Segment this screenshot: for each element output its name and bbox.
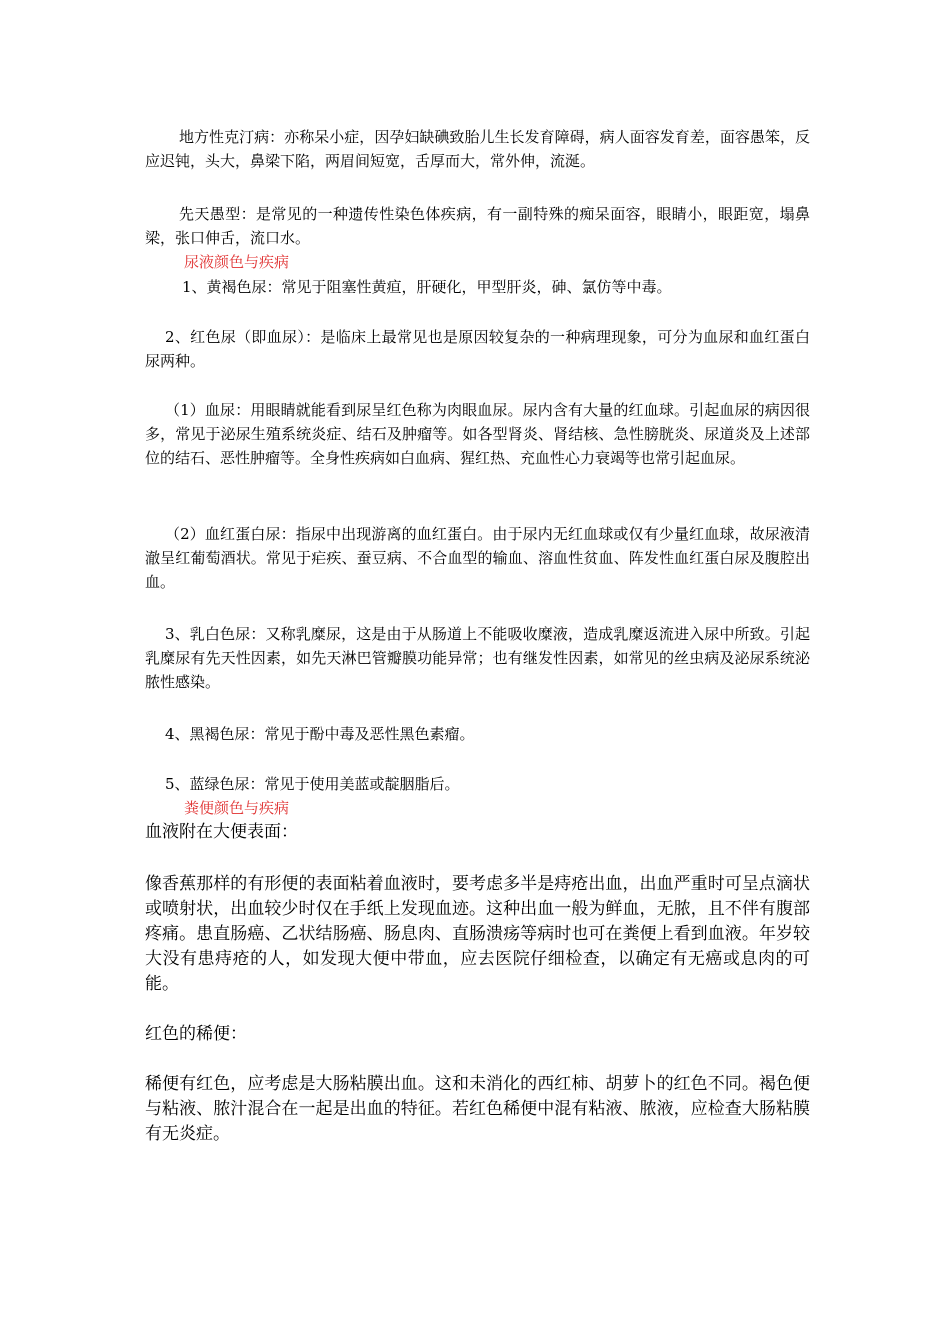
urine-item-5: 5、蓝绿色尿：常见于使用美蓝或靛胭脂后。 xyxy=(165,775,460,793)
intro-paragraph-cretinism: 地方性克汀病：亦称呆小症，因孕妇缺碘致胎儿生长发育障碍，病人面容发育差，面容愚笨，反应迟钝，头大，鼻梁下陷，两眉间短宽，舌厚而大，常外伸，流涎。 xyxy=(145,128,810,170)
stool-subtitle-red-loose: 红色的稀便： xyxy=(145,1024,247,1044)
urine-sub-item-2: （2）血红蛋白尿：指尿中出现游离的血红蛋白。由于尿内无红血球或仅有少量红血球，故尿液清澈呈红葡萄酒状。常见于疟疾、蚕豆病、不合血型的输血、溶血性贫血、阵发性血红蛋白尿及腹腔出血。 xyxy=(145,525,810,591)
stool-paragraph-red-loose: 稀便有红色，应考虑是大肠粘膜出血。这和未消化的西红柿、胡萝卜的红色不同。褐色便与粘液、脓汁混合在一起是出血的特征。若红色稀便中混有粘液、脓液，应检查大肠粘膜有无炎症。 xyxy=(145,1074,810,1144)
urine-item-4: 4、黑褐色尿：常见于酚中毒及恶性黑色素瘤。 xyxy=(165,725,475,743)
urine-item-2: 2、红色尿（即血尿）：是临床上最常见也是原因较复杂的一种病理现象，可分为血尿和血红蛋白尿两种。 xyxy=(145,328,810,370)
stool-section-heading: 粪便颜色与疾病 xyxy=(184,799,290,817)
intro-paragraph-down-syndrome: 先天愚型：是常见的一种遗传性染色体疾病，有一副特殊的痴呆面容，眼睛小，眼距宽，塌鼻梁，张口伸舌，流口水。 xyxy=(145,205,810,247)
urine-sub-item-1: （1）血尿：用眼睛就能看到尿呈红色称为肉眼血尿。尿内含有大量的红血球。引起血尿的病因很多，常见于泌尿生殖系统炎症、结石及肿瘤等。如各型肾炎、肾结核、急性膀胱炎、尿道炎及上述部位的结石、恶性肿瘤等。全身性疾病如白血病、猩红热、充血性心力衰竭等也常引起血尿。 xyxy=(145,401,810,467)
urine-item-1: 1、黄褐色尿：常见于阻塞性黄疸，肝硬化，甲型肝炎，砷、氯仿等中毒。 xyxy=(182,278,672,296)
stool-subtitle-blood-surface: 血液附在大便表面： xyxy=(145,822,298,842)
urine-item-3: 3、乳白色尿：又称乳糜尿，这是由于从肠道上不能吸收糜液，造成乳糜返流进入尿中所致。引起乳糜尿有先天性因素，如先天淋巴管瓣膜功能异常；也有继发性因素，如常见的丝虫病及泌尿系统泌脓性感染。 xyxy=(145,625,810,691)
urine-section-heading: 尿液颜色与疾病 xyxy=(184,253,290,271)
stool-paragraph-blood-surface: 像香蕉那样的有形便的表面粘着血液时，要考虑多半是痔疮出血，出血严重时可呈点滴状或喷射状，出血较少时仅在手纸上发现血迹。这种出血一般为鲜血，无脓，且不伴有腹部疼痛。患直肠癌、乙状结肠癌、肠息肉、直肠溃疡等病时也可在粪便上看到血液。年岁较大没有患痔疮的人，如发现大便中带血，应去医院仔细检查，以确定有无癌或息肉的可能。 xyxy=(145,874,810,994)
